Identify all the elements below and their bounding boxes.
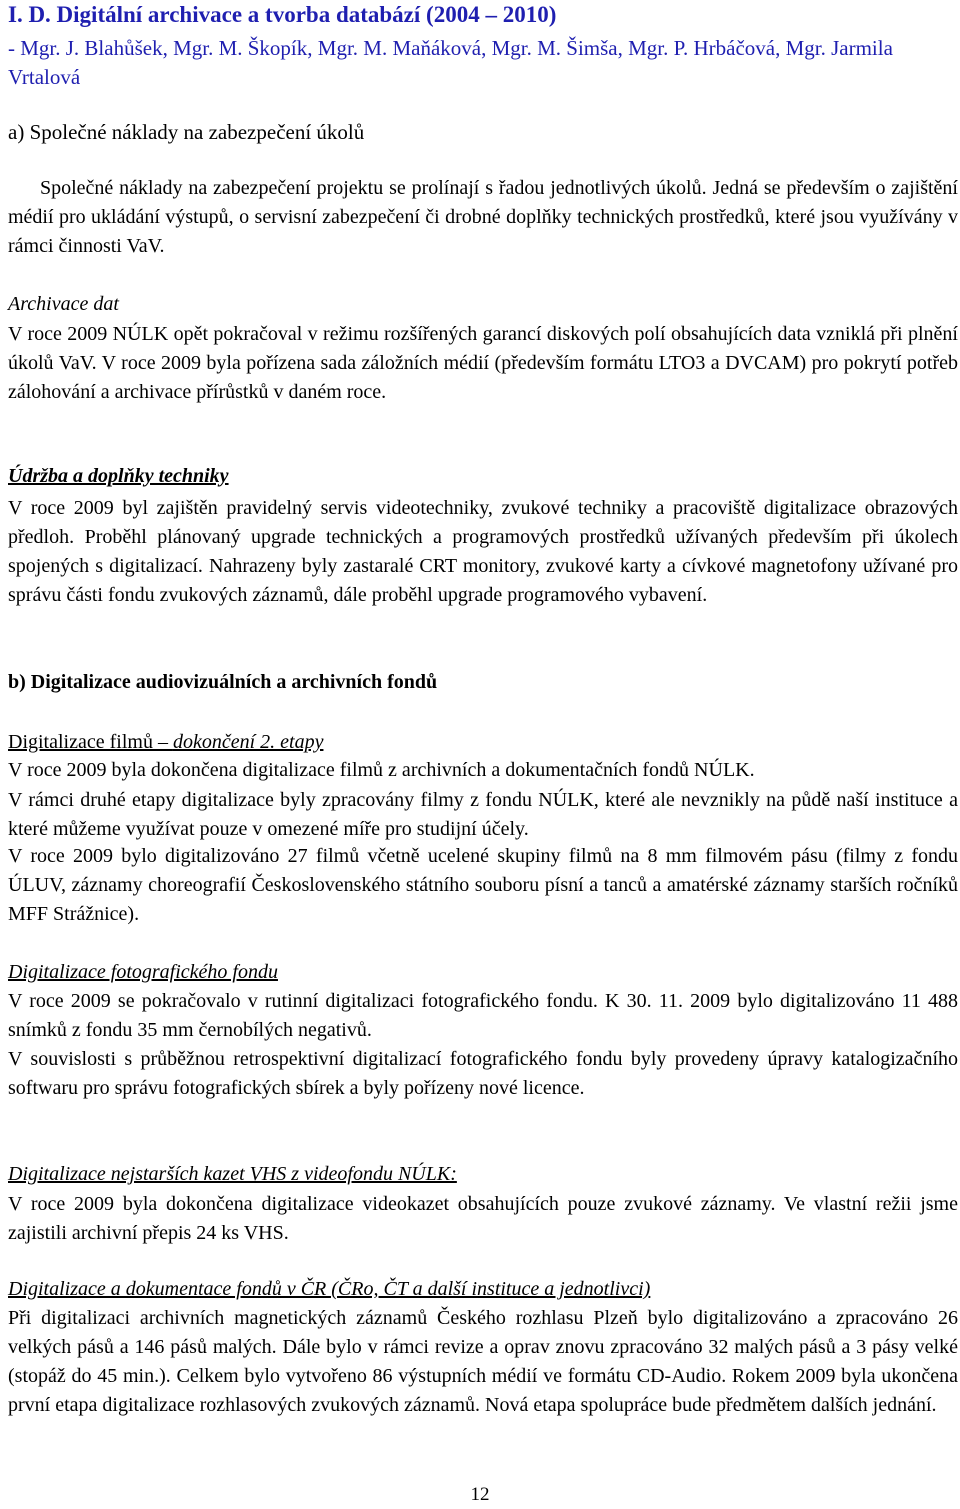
chapter-title: I. D. Digitální archivace a tvorba databází (2004 – 2010) <box>8 2 557 27</box>
films-paragraph-3: V roce 2009 bylo digitalizováno 27 filmů včetně ucelené skupiny filmů na 8 mm filmovém pásu (filmy z fondu ÚLUV, záznamy choreografií Československého státního souboru písní a tanců a amatérské záznamy starších ročníků MFF Strážnice). <box>8 845 958 925</box>
foto-heading: Digitalizace fotografického fondu <box>8 961 278 983</box>
cr-heading: Digitalizace a dokumentace fondů v ČR (ČRo, ČT a další instituce a jednotlivci) <box>8 1278 651 1300</box>
films-paragraph-2: V rámci druhé etapy digitalizace byly zpracovány filmy z fondu NÚLK, které ale nevznikly na půdě naší instituce a které můžeme využívat pouze v omezené míře pro studijní účely. <box>8 789 958 840</box>
section-a-heading: a) Společné náklady na zabezpečení úkolů <box>8 120 365 144</box>
films-heading-part1: Digitalizace filmů – <box>8 731 173 753</box>
archivace-paragraph: V roce 2009 NÚLK opět pokračoval v režimu rozšířených garancí diskových polí obsahujících data vzniklá při plnění úkolů VaV. V roce 2009 byla pořízena sada záložních médií (především formátu LTO3 a DVCAM) pro pokrytí potřeb zálohování a archivace přírůstků v daném roce. <box>8 323 958 403</box>
udrzba-paragraph: V roce 2009 byl zajištěn pravidelný servis videotechniky, zvukové techniky a pracoviště digitalizace obrazových předloh. Proběhl plánovaný upgrade technických a programových prostředků užívaných především při úkolech spojených s digitalizací. Nahrazeny byly zastaralé CRT monitory, zvukové karty a cívkové magnetofony užívané pro správu části fondu zvukových záznamů, dále proběhl upgrade programového vybavení. <box>8 497 958 606</box>
archivace-heading: Archivace dat <box>8 293 119 315</box>
section-a-intro: Společné náklady na zabezpečení projektu se prolínají s řadou jednotlivých úkolů. Jedná se především o zajištění médií pro ukládání výstupů, o servisní zabezpečení či drobné doplňky technických prostředků, které jsou využívány v rámci činnosti VaV. <box>8 177 958 257</box>
cr-paragraph-1: Při digitalizaci archivních magnetických záznamů Českého rozhlasu Plzeň bylo digitalizováno a zpracováno 26 velkých pásů a 146 pásů malých. Dále bylo v rámci revize a oprav znovu zpracováno 32 malých pásů a 3 pásy velké (stopáž do 45 min.). Celkem bylo vytvořeno 86 výstupních médií ve formátu CD-Audio. Rokem 2009 byla ukončena první etapa digitalizace rozhlasových zvukových záznamů. Nová etapa spolupráce bude předmětem dalších jednání. <box>8 1307 958 1416</box>
foto-paragraph-1: V roce 2009 se pokračovalo v rutinní digitalizaci fotografického fondu. K 30. 11. 2009 bylo digitalizováno 11 488 snímků z fondu 35 mm černobílých negativů. <box>8 990 958 1041</box>
foto-paragraph-2: V souvislosti s průběžnou retrospektivní digitalizací fotografického fondu byly provedeny úpravy katalogizačního softwaru pro správu fotografických sbírek a byly pořízeny nové licence. <box>8 1048 958 1099</box>
authors-line: - Mgr. J. Blahůšek, Mgr. M. Škopík, Mgr. M. Maňáková, Mgr. M. Šimša, Mgr. P. Hrbáčová, Mgr. Jarmila Vrtalová <box>8 36 893 89</box>
films-heading <box>8 728 323 757</box>
vhs-heading: Digitalizace nejstarších kazet VHS z videofondu NÚLK: <box>8 1163 457 1185</box>
vhs-paragraph-1: V roce 2009 byla dokončena digitalizace videokazet obsahujících pouze zvukové záznamy. Ve vlastní režii jsme zajistili archivní přepis 24 ks VHS. <box>8 1193 958 1244</box>
page-number: 12 <box>470 1484 490 1505</box>
films-paragraph-1: V roce 2009 byla dokončena digitalizace filmů z archivních a dokumentačních fondů NÚLK. <box>8 759 755 781</box>
films-heading-part2: dokončení 2. etapy <box>172 731 324 753</box>
udrzba-heading: Údržba a doplňky techniky <box>8 465 229 487</box>
section-b-heading: b) Digitalizace audiovizuálních a archivních fondů <box>8 671 438 693</box>
